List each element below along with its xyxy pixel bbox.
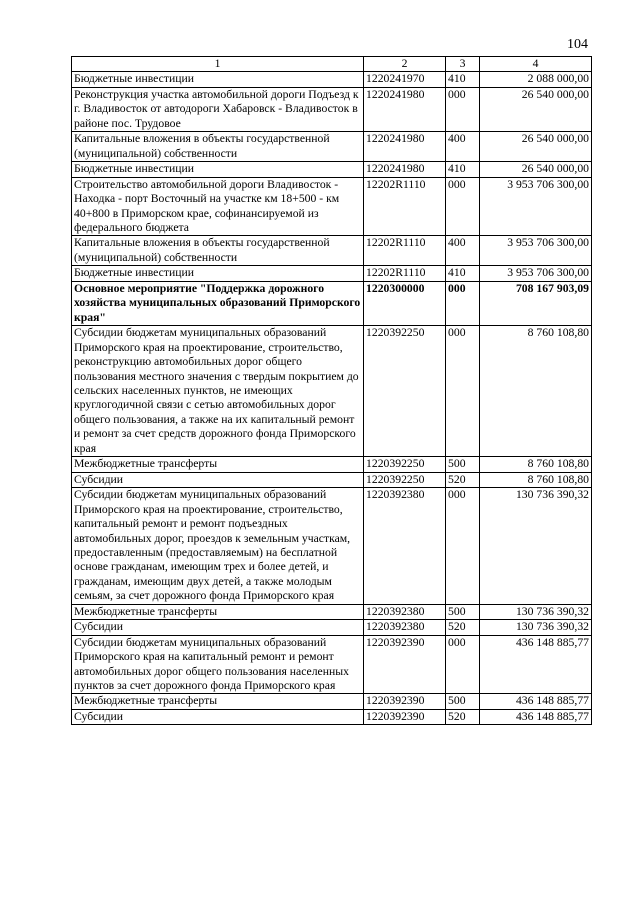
table-row	[72, 694, 592, 709]
column-header: 1	[72, 57, 364, 72]
row-type-cell: 000	[446, 635, 480, 694]
table-row	[72, 457, 592, 472]
table-row	[72, 162, 592, 177]
row-name-cell: Капитальные вложения в объекты государственной (муниципальной) собственности	[72, 132, 364, 162]
row-amount-cell: 436 148 885,77	[480, 694, 592, 709]
row-amount-cell: 8 760 108,80	[480, 472, 592, 487]
row-code-cell: 1220392390	[364, 709, 446, 724]
page-number: 104	[567, 37, 588, 52]
column-header: 4	[480, 57, 592, 72]
row-name-cell: Межбюджетные трансферты	[72, 457, 364, 472]
row-name-cell: Межбюджетные трансферты	[72, 694, 364, 709]
row-name-cell: Капитальные вложения в объекты государственной (муниципальной) собственности	[72, 236, 364, 266]
row-name-cell: Основное мероприятие "Поддержка дорожного хозяйства муниципальных образований Приморского края"	[72, 281, 364, 325]
row-type-cell: 520	[446, 472, 480, 487]
budget-table	[71, 56, 592, 725]
table-row	[72, 87, 592, 131]
row-amount-cell: 130 736 390,32	[480, 620, 592, 635]
row-type-cell: 410	[446, 72, 480, 87]
row-amount-cell: 708 167 903,09	[480, 281, 592, 325]
row-type-cell: 500	[446, 604, 480, 619]
table-row	[72, 177, 592, 236]
table-header-row	[72, 57, 592, 72]
column-header: 2	[364, 57, 446, 72]
row-code-cell: 1220241980	[364, 132, 446, 162]
table-row	[72, 281, 592, 325]
row-type-cell: 410	[446, 266, 480, 281]
row-code-cell: 1220241970	[364, 72, 446, 87]
row-code-cell: 1220392250	[364, 472, 446, 487]
row-code-cell: 1220392390	[364, 635, 446, 694]
row-name-cell: Бюджетные инвестиции	[72, 162, 364, 177]
row-type-cell: 000	[446, 326, 480, 457]
table-row	[72, 620, 592, 635]
row-type-cell: 000	[446, 488, 480, 605]
row-code-cell: 1220392380	[364, 488, 446, 605]
row-code-cell: 12202R1110	[364, 266, 446, 281]
table-row	[72, 472, 592, 487]
row-amount-cell: 130 736 390,32	[480, 488, 592, 605]
row-type-cell: 520	[446, 620, 480, 635]
row-name-cell: Бюджетные инвестиции	[72, 72, 364, 87]
row-type-cell: 500	[446, 694, 480, 709]
row-code-cell: 1220300000	[364, 281, 446, 325]
row-name-cell: Субсидии	[72, 620, 364, 635]
row-name-cell: Субсидии	[72, 709, 364, 724]
table-row	[72, 236, 592, 266]
row-amount-cell: 3 953 706 300,00	[480, 236, 592, 266]
row-code-cell: 1220241980	[364, 162, 446, 177]
row-code-cell: 1220241980	[364, 87, 446, 131]
row-code-cell: 1220392250	[364, 326, 446, 457]
row-amount-cell: 2 088 000,00	[480, 72, 592, 87]
table-row	[72, 709, 592, 724]
row-name-cell: Реконструкция участка автомобильной дороги Подъезд к г. Владивосток от автодороги Хабаровск - Владивосток в районе пос. Трудовое	[72, 87, 364, 131]
row-amount-cell: 436 148 885,77	[480, 709, 592, 724]
table-row	[72, 604, 592, 619]
row-code-cell: 1220392380	[364, 620, 446, 635]
table-row	[72, 635, 592, 694]
table-row	[72, 132, 592, 162]
row-type-cell: 500	[446, 457, 480, 472]
row-type-cell: 410	[446, 162, 480, 177]
row-amount-cell: 436 148 885,77	[480, 635, 592, 694]
row-code-cell: 12202R1110	[364, 236, 446, 266]
column-header: 3	[446, 57, 480, 72]
row-name-cell: Межбюджетные трансферты	[72, 604, 364, 619]
row-type-cell: 000	[446, 281, 480, 325]
row-type-cell: 000	[446, 87, 480, 131]
row-amount-cell: 3 953 706 300,00	[480, 266, 592, 281]
row-amount-cell: 130 736 390,32	[480, 604, 592, 619]
row-amount-cell: 26 540 000,00	[480, 162, 592, 177]
row-name-cell: Субсидии бюджетам муниципальных образований Приморского края на проектирование, строительство, реконструкцию автомобильных дорог общего пользования местного значения с твердым покрытием до сельских населенных пунктов, не имеющих круглогодичной связи с сетью автомобильных дорог общего пользования, а также на их капитальный ремонт и ремонт за счет средств дорожного фонда Приморского края	[72, 326, 364, 457]
row-type-cell: 520	[446, 709, 480, 724]
row-amount-cell: 8 760 108,80	[480, 457, 592, 472]
row-type-cell: 400	[446, 132, 480, 162]
row-code-cell: 1220392390	[364, 694, 446, 709]
row-name-cell: Бюджетные инвестиции	[72, 266, 364, 281]
row-amount-cell: 3 953 706 300,00	[480, 177, 592, 236]
row-name-cell: Строительство автомобильной дороги Владивосток - Находка - порт Восточный на участке км 18+500 - км 40+800 в Приморском крае, софинансируемой из федерального бюджета	[72, 177, 364, 236]
table-row	[72, 488, 592, 605]
row-name-cell: Субсидии бюджетам муниципальных образований Приморского края на проектирование, строительство, капитальный ремонт и ремонт подъездных автомобильных дорог, проездов к земельным участкам, предоставленным (предоставляемым) на бесплатной основе гражданам, имеющим трех и более детей, и гражданам, имеющим двух детей, а также молодым семьям, за счет дорожного фонда Приморского края	[72, 488, 364, 605]
row-amount-cell: 8 760 108,80	[480, 326, 592, 457]
row-name-cell: Субсидии	[72, 472, 364, 487]
row-amount-cell: 26 540 000,00	[480, 87, 592, 131]
row-amount-cell: 26 540 000,00	[480, 132, 592, 162]
table-row	[72, 326, 592, 457]
table-row	[72, 72, 592, 87]
row-code-cell: 12202R1110	[364, 177, 446, 236]
row-type-cell: 000	[446, 177, 480, 236]
row-code-cell: 1220392380	[364, 604, 446, 619]
row-name-cell: Субсидии бюджетам муниципальных образований Приморского края на капитальный ремонт и ремонт автомобильных дорог общего пользования населенных пунктов за счет дорожного фонда Приморского края	[72, 635, 364, 694]
row-code-cell: 1220392250	[364, 457, 446, 472]
table-row	[72, 266, 592, 281]
row-type-cell: 400	[446, 236, 480, 266]
